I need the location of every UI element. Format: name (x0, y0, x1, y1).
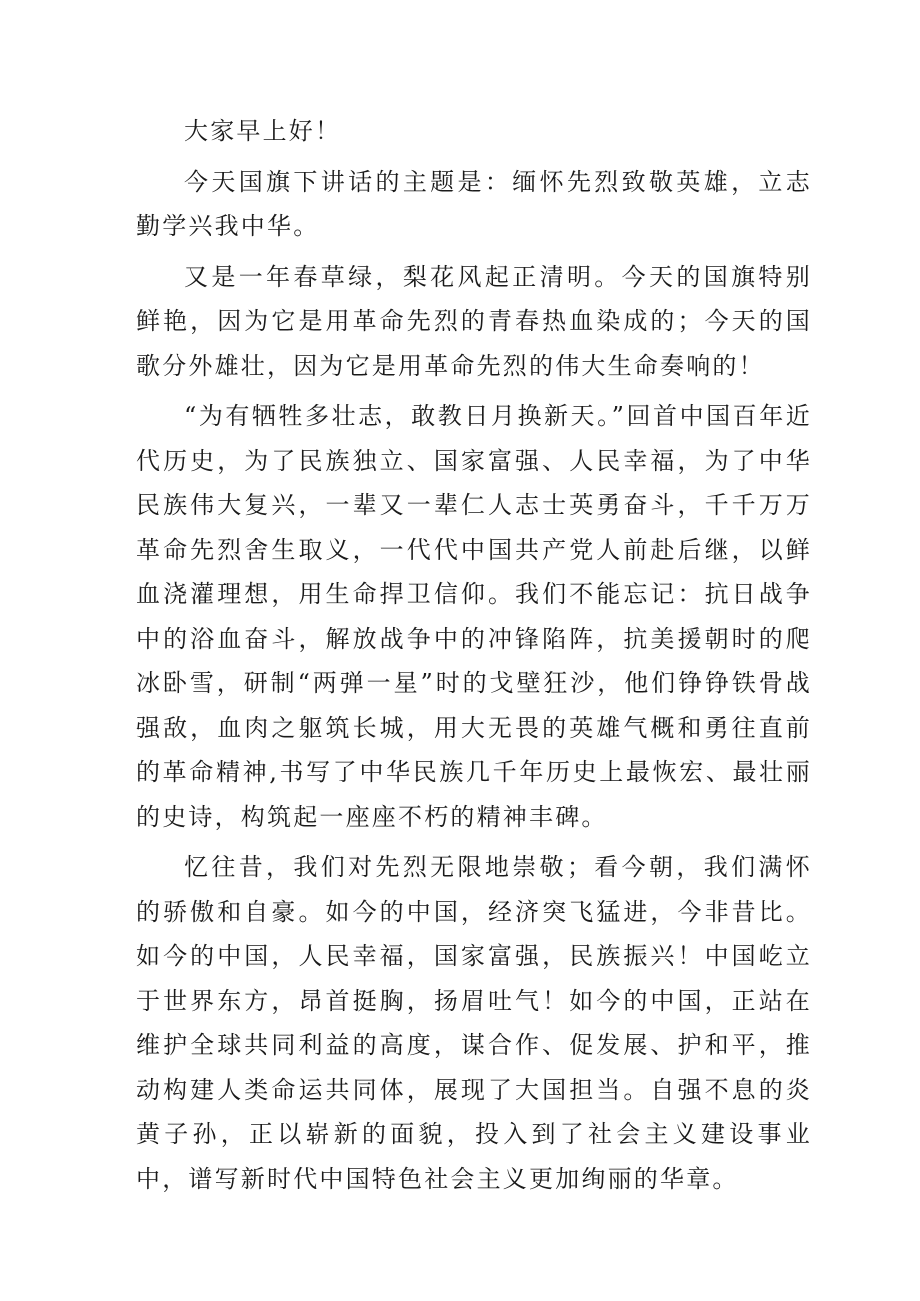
theme-paragraph: 今天国旗下讲话的主题是：缅怀先烈致敬英雄，立志勤学兴我中华。 (136, 167, 812, 240)
qingming-paragraph: 又是一年春草绿，梨花风起正清明。今天的国旗特别鲜艳，因为它是用革命先烈的青春热血染成的；今天的国歌分外雄壮，因为它是用革命先烈的伟大生命奏响的！ (136, 262, 812, 380)
speech-body (136, 109, 812, 1207)
greeting-paragraph: 大家早上好！ (184, 117, 342, 145)
present-paragraph: 忆往昔，我们对先烈无限地崇敬；看今朝，我们满怀的骄傲和自豪。如今的中国，经济突飞猛进，今非昔比。如今的中国，人民幸福，国家富强，民族振兴！中国屹立于世界东方，昂首挺胸，扬眉吐气！如今的中国，正站在维护全球共同利益的高度，谋合作、促发展、护和平，推动构建人类命运共同体，展现了大国担当。自强不息的炎黄子孙，正以崭新的面貌，投入到了社会主义建设事业中，谱写新时代中国特色社会主义更加绚丽的华章。 (136, 853, 812, 1193)
history-paragraph: “为有牺牲多壮志，敢教日月换新天。”回首中国百年近代历史，为了民族独立、国家富强、人民幸福，为了中华民族伟大复兴，一辈又一辈仁人志士英勇奋斗，千千万万革命先烈舍生取义，一代代中国共产党人前赴后继，以鲜血浇灌理想，用生命捍卫信仰。我们不能忘记：抗日战争中的浴血奋斗，解放战争中的冲锋陷阵，抗美援朝时的爬冰卧雪，研制“两弹一星”时的戈壁狂沙，他们铮铮铁骨战强敌，血肉之躯筑长城，用大无畏的英雄气概和勇往直前的革命精神,书写了中华民族几千年历史上最恢宏、最壮丽的史诗，构筑起一座座不朽的精神丰碑。 (136, 402, 812, 831)
